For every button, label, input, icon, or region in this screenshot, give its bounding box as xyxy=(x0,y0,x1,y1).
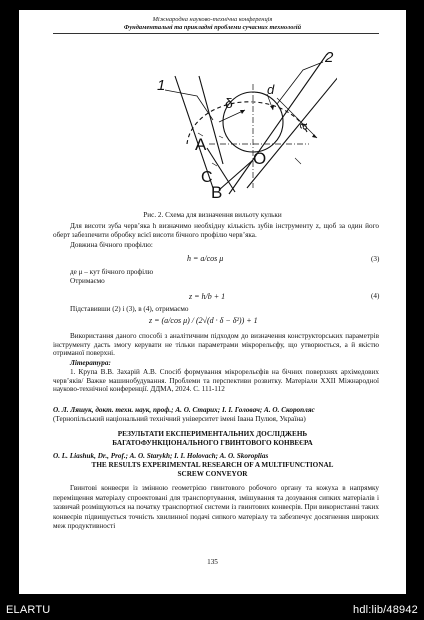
authors-ua: О. Л. Ляшук, докт. техн. наук, проф.; А. О. Старих; І. І. Головач; А. О. Скоропляс xyxy=(53,406,315,414)
label-2: 2 xyxy=(325,49,334,66)
body-paragraph-2: Довжина бічного профілю: xyxy=(70,241,153,249)
footer-source-label: ELARTU xyxy=(6,604,51,616)
leader-2 xyxy=(277,62,323,104)
header-rule xyxy=(53,33,379,34)
label-a: a xyxy=(295,122,310,130)
tool-edge-line xyxy=(229,54,327,194)
page-number: 135 xyxy=(207,558,218,566)
running-header-title: Фундаментальні та прикладні проблеми сучасних технологій xyxy=(123,24,302,31)
equation-4: z = h/b + 1 xyxy=(189,292,226,301)
equation-3-number: (3) xyxy=(371,255,380,263)
tick-strokes xyxy=(198,133,301,166)
body-paragraph-1: Для висоти зуба черв’яка h визначимо необхідну кількість зубів інструменту z, щоб за один його оберт забезпечити обробку всієї висоти бічного профілю черв’яка. xyxy=(53,222,379,239)
reference-1: 1. Крупа В.В. Захарій А.В. Спосіб формування мікрорельєфів на бічних поверхнях архімедових черв’яків/ Важке машинобудування. Проблеми та перспективи розвитку. Матеріали ХХІІ Міжнародної науково-технічної конференції. ДДМА, 2024. С. 111-112 xyxy=(53,368,379,394)
authors-en: O. L. Liashuk, Dr., Prof.; A. O. Starykh; I. I. Holovach; A. O. Skoroplias xyxy=(53,452,269,460)
body-paragraph-5: Підставивши (2) і (3), в (4), отримаємо xyxy=(70,305,189,313)
references-title: Література: xyxy=(70,359,111,367)
footer-handle-label: hdl:lib/48942 xyxy=(353,604,418,616)
running-header-conference: Міжнародна науково-технічна конференція xyxy=(152,16,273,23)
label-d: d xyxy=(267,82,275,97)
label-O: O xyxy=(253,149,267,168)
label-C: C xyxy=(201,169,213,186)
document-page xyxy=(19,10,406,594)
article-paragraph-1: Гвинтові конвеєри із змінною геометрією гвинтового робочого органу та кожуха в напрямку переміщення матеріалу спроектовані для транспортування, змішування та дозування сипких матеріалів і зазвичай розміщуються на початку транспортної системи із гвинтових конвеєрів. При використанні таких конвеєрів підвищується точність хвилинної подачі сипкого матеріалу та забезпечує досягнення широких меж продуктивності xyxy=(53,484,379,531)
figure-diagram xyxy=(127,36,337,214)
body-paragraph-3: де μ – кут бічного профілю xyxy=(70,268,154,276)
label-A: A xyxy=(195,135,207,154)
figure-caption: Рис. 2. Схема для визначення вильоту кульки xyxy=(143,211,282,219)
arrow-d xyxy=(270,106,274,110)
label-delta: δ xyxy=(225,95,233,111)
body-paragraph-6: Використання даного способі з аналітичним підходом до визначення конструкторських параметрів інструменту дасть змогу керувати не тільки параметрами мікрорельєфу, що утворюється, а й якістю отриманої поверхні. xyxy=(53,332,379,358)
body-paragraph-4: Отримаємо xyxy=(70,277,105,285)
affiliation-ua: (Тернопільський національний технічний університет імені Івана Пулюя, Україна) xyxy=(53,415,306,423)
label-B: B xyxy=(211,183,223,202)
equation-3: h = a/cos μ xyxy=(187,254,224,263)
label-1: 1 xyxy=(157,77,166,94)
article-title-en: THE RESULTS EXPERIMENTAL RESEARCH OF A MULTIFUNCTIONAL SCREW CONVEYOR xyxy=(91,461,334,478)
equation-4-number: (4) xyxy=(371,292,380,300)
leader-1 xyxy=(165,90,213,120)
arrow-a xyxy=(312,134,317,138)
article-title-ua: РЕЗУЛЬТАТИ ЕКСПЕРИМЕНТАЛЬНИХ ДОСЛІДЖЕНЬ БАГАТОФУНКЦІОНАЛЬНОГО ГВИНТОВОГО КОНВЕЄРА xyxy=(112,430,313,447)
equation-5: z = (a/cos μ) / (2√(d · δ − δ²)) + 1 xyxy=(149,316,258,325)
